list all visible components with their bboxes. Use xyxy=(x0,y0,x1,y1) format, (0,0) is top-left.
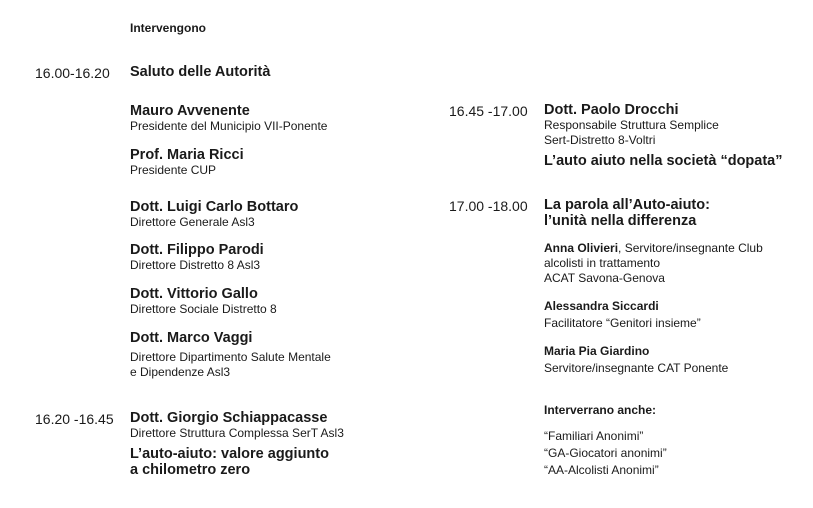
speaker-parodi xyxy=(130,242,264,273)
speaker-siccardi xyxy=(544,299,701,331)
speaker-giardino xyxy=(544,344,728,376)
speaker-role-line1: , Servitore/insegnante Club xyxy=(618,241,763,255)
speaker-name: Dott. Giorgio Schiappacasse xyxy=(130,410,328,426)
speaker-role-line3: ACAT Savona-Genova xyxy=(544,271,665,285)
speaker-role-line2: e Dipendenze Asl3 xyxy=(130,365,231,379)
slot4-time: 17.00 -18.00 xyxy=(449,198,528,214)
speaker-role: Servitore/insegnante CAT Ponente xyxy=(544,361,729,375)
speaker-name: Dott. Marco Vaggi xyxy=(130,330,253,346)
slot1-title: Saluto delle Autorità xyxy=(130,64,271,80)
talk-title: L’auto aiuto nella società “dopata” xyxy=(544,153,783,169)
slot2-time: 16.20 -16.45 xyxy=(35,411,114,427)
also-list xyxy=(544,428,667,479)
speaker-vaggi xyxy=(130,330,331,380)
speaker-role: Presidente CUP xyxy=(130,163,217,177)
speaker-name: Alessandra Siccardi xyxy=(544,299,659,313)
speaker-ricci xyxy=(130,147,244,178)
speaker-name: Dott. Filippo Parodi xyxy=(130,242,264,258)
speaker-name: Anna Olivieri xyxy=(544,241,619,255)
speaker-avvenente xyxy=(130,103,327,134)
speaker-schiappacasse xyxy=(130,410,344,478)
speaker-role: Presidente del Municipio VII-Ponente xyxy=(130,119,328,133)
speaker-role-line2: alcolisti in trattamento xyxy=(544,256,661,270)
speaker-name: Mauro Avvenente xyxy=(130,103,250,119)
talk-title-line1: L’auto-aiuto: valore aggiunto xyxy=(130,446,329,462)
speaker-role: Direttore Generale Asl3 xyxy=(130,215,255,229)
speaker-name: Dott. Luigi Carlo Bottaro xyxy=(130,199,299,215)
speaker-drocchi xyxy=(544,102,783,169)
slot4-title-line2: l’unità nella differenza xyxy=(544,213,697,229)
talk-title-line2: a chilometro zero xyxy=(130,462,251,478)
speaker-role: Facilitatore “Genitori insieme” xyxy=(544,316,701,330)
speaker-role-line2: Sert-Distretto 8-Voltri xyxy=(544,133,656,147)
slot4-title xyxy=(544,197,710,229)
list-item: “AA-Alcolisti Anonimi” xyxy=(544,463,659,477)
speaker-name: Dott. Paolo Drocchi xyxy=(544,102,679,118)
speaker-name: Maria Pia Giardino xyxy=(544,344,650,358)
speaker-name: Prof. Maria Ricci xyxy=(130,147,244,163)
speaker-role-line1: Responsabile Struttura Semplice xyxy=(544,118,719,132)
speaker-gallo xyxy=(130,286,277,317)
also-heading: Interverrano anche: xyxy=(544,403,657,417)
list-item: “Familiari Anonimi” xyxy=(544,429,644,443)
slot4-title-line1: La parola all’Auto-aiuto: xyxy=(544,197,710,213)
slot1-time: 16.00-16.20 xyxy=(35,65,110,81)
speaker-role: Direttore Struttura Complessa SerT Asl3 xyxy=(130,426,344,440)
speaker-name: Dott. Vittorio Gallo xyxy=(130,286,258,302)
speaker-role: Direttore Sociale Distretto 8 xyxy=(130,302,277,316)
intervengono-label: Intervengono xyxy=(130,21,207,35)
speaker-bottaro xyxy=(130,199,298,230)
list-item: “GA-Giocatori anonimi” xyxy=(544,446,667,460)
speaker-olivieri xyxy=(544,241,763,286)
speaker-role: Direttore Distretto 8 Asl3 xyxy=(130,258,261,272)
slot3-time: 16.45 -17.00 xyxy=(449,103,528,119)
speaker-role-line1: Direttore Dipartimento Salute Mentale xyxy=(130,350,331,364)
